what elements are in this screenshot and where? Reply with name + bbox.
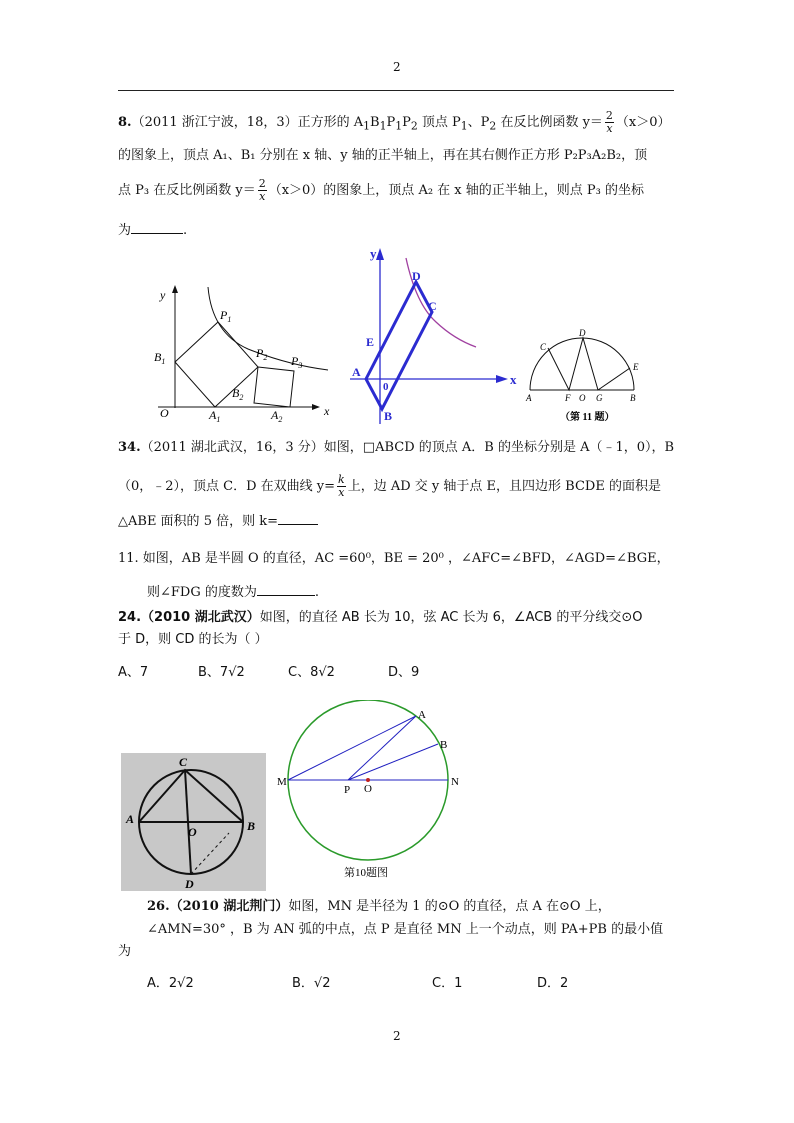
fig8-label-a2: $A_2$ [271, 408, 283, 423]
q24-source: （2010 湖北武汉） [141, 610, 260, 625]
q24-options [118, 665, 419, 681]
fig34-label-a: A [352, 365, 361, 379]
q26-option-d: D．2 [537, 976, 569, 991]
q8-line4-text: 为 [118, 223, 132, 238]
q26-option-a: A．2√2 [147, 976, 194, 991]
fig11-label-d: D [579, 328, 586, 338]
fig11-label-c: C [540, 342, 547, 352]
q24-option-b: B、7√2 [198, 665, 245, 680]
fig8-x-arrow [312, 404, 320, 410]
q8-line-2: 的图象上，顶点 A₁、B₁ 分别在 x 轴、y 轴的正半轴上，再在其右侧作正方形 P₂P₃A₂B₂，顶 [118, 148, 648, 163]
fig11-label-o: O [579, 393, 586, 403]
fig11-label-g: G [596, 393, 603, 403]
q34-fraction: $\frac{k}{x}$ [338, 473, 345, 499]
fig11-label-f: F [565, 393, 571, 403]
fig10-line-pb [348, 744, 438, 780]
fig10-label-p: P [344, 784, 351, 796]
fig34-label-b: B [384, 409, 393, 423]
fig8-label-p1: $P_1$ [220, 308, 232, 324]
fig8-label-b1: $B_1$ [154, 350, 166, 366]
q34-line3-text: △ABE 面积的 5 倍，则 k= [118, 514, 278, 529]
q8-line-3 [118, 178, 644, 203]
fig34-label-y: y [370, 246, 377, 261]
q26-line-2: ∠AMN=30° ，B 为 AN 弧的中点，点 P 是直径 MN 上一个动点，则 PA+PB 的最小值 [147, 922, 664, 937]
fig34-label-o: 0 [383, 381, 389, 393]
q8-answer-blank [131, 221, 183, 234]
fig10-caption: 第10题图 [344, 867, 388, 879]
figure-q24-circle [121, 753, 266, 891]
header-page-number: 2 [393, 60, 401, 74]
fig24-label-b: B [247, 819, 256, 833]
fig8-label-x: x [324, 404, 330, 418]
fig11-caption: （第 11 题） [560, 412, 615, 423]
q24-option-c: C、8√2 [288, 665, 335, 680]
q8-text-h: （x＞0） [615, 115, 671, 130]
fig10-label-m: M [277, 776, 287, 788]
fig34-label-c: C [428, 299, 437, 313]
fig10-label-b: B [440, 739, 448, 751]
figure-q34-parallelogram [346, 244, 521, 429]
fig8-label-p2: $P_2$ [256, 346, 268, 362]
q26-line-1 [147, 899, 611, 915]
q26-option-b: B．√2 [292, 976, 331, 991]
q11-line-2: 则∠FDG 的度数为 . [147, 585, 319, 600]
q24-option-a: A、7 [118, 665, 149, 680]
q34-line1-text: （2011 湖北武汉，16，3 分）如图，□ABCD 的顶点 A．B 的坐标分别是 A（﹣1，0），B [140, 440, 675, 455]
q24-line1-text: 如图，的直径 AB 长为 10，弦 AC 长为 6，∠ACB 的平分线交⊙O [259, 610, 643, 625]
fig11-label-e: E [633, 362, 639, 372]
q8-text-a: （2011 浙江宁波，18，3）正方形的 A [131, 115, 364, 130]
q8-text-d: P [402, 115, 411, 130]
fig8-label-p3: $P_3$ [291, 354, 303, 370]
fig24-label-d: D [185, 877, 194, 891]
fig34-label-e: E [366, 335, 375, 349]
fig8-square-2 [254, 367, 294, 407]
fig24-label-o: O [188, 825, 197, 839]
fig8-label-o: O [160, 406, 169, 420]
q8-fraction-2: $\frac{2}{x}$ [258, 177, 266, 203]
q11-line-1: 11. 如图，AB 是半圆 O 的直径，AC =60⁰，BE = 20⁰ ，∠AFC=∠BFD，∠AGD=∠BGE， [118, 551, 670, 566]
fig34-label-x: x [510, 372, 517, 387]
q8-line3-a: 点 P₃ 在反比例函数 y＝ [118, 183, 256, 198]
q24-option-d: D、9 [388, 665, 420, 680]
fig34-label-d: D [412, 269, 421, 283]
q26-line1-text: 如图，MN 是半径为 1 的⊙O 的直径，点 A 在⊙O 上， [288, 899, 611, 914]
figure-q26-circle [276, 700, 466, 885]
fig34-y-arrow [376, 248, 384, 260]
fig10-label-a: A [418, 709, 426, 721]
q26-option-c: C．1 [432, 976, 463, 991]
fig34-parallelogram [366, 282, 432, 409]
fig10-label-n: N [451, 776, 459, 788]
fig8-label-y: y [160, 288, 166, 302]
q8-text-b: B [370, 115, 380, 130]
q34-line-3 [118, 512, 318, 530]
footer-page-number: 2 [393, 1029, 401, 1043]
q24-number: 24. [118, 610, 142, 625]
q34-line2-b: 上，边 AD 交 y 轴于点 E，且四边形 BCDE 的面积是 [347, 479, 661, 494]
q26-line-3: 为 [118, 944, 132, 959]
fig10-center-dot [366, 778, 370, 782]
q34-number: 34. [118, 440, 141, 455]
fig11-label-a: A [526, 393, 532, 403]
q8-text-g: 在反比例函数 y＝ [496, 115, 603, 130]
q26-number: 26. [147, 899, 170, 914]
fig10-line-pa [348, 716, 416, 780]
fig11-chords [548, 338, 630, 390]
q8-text-f: 、P [467, 115, 490, 130]
fig10-line-ma [288, 716, 416, 780]
q8-line-4: 为 . [118, 223, 188, 238]
fig11-label-b: B [630, 393, 636, 403]
q26-source: （2010 湖北荆门） [169, 899, 289, 914]
q34-line-1 [118, 440, 674, 456]
figure-q8-squares [148, 283, 338, 423]
fig24-label-a: A [126, 812, 135, 826]
fig8-square-1 [175, 322, 258, 407]
q24-line-2: 于 D，则 CD 的长为（ ） [118, 632, 268, 647]
fig8-label-a1: $A_1$ [209, 408, 221, 423]
q11-answer-blank [257, 583, 315, 596]
q26-options [147, 976, 568, 992]
fig34-x-arrow [496, 375, 508, 383]
q34-line-2 [118, 474, 661, 499]
q34-answer-blank [278, 512, 318, 525]
q34-line2-a: （0，﹣2），顶点 C．D 在双曲线 y= [118, 479, 336, 494]
fig8-label-b2: $B_2$ [232, 386, 244, 402]
fig8-hyperbola [208, 287, 328, 370]
fig10-label-o: O [364, 783, 372, 795]
fig8-y-arrow [172, 285, 178, 293]
fig24-label-c: C [179, 755, 188, 769]
figure-q11-semicircle [520, 328, 650, 428]
q24-line-1 [118, 610, 642, 626]
q8-line3-b: （x＞0）的图象上，顶点 A₂ 在 x 轴的正半轴上，则点 P₃ 的坐标 [268, 183, 644, 198]
header-rule [118, 90, 674, 91]
q11-line2-text: 则∠FDG 的度数为 [147, 585, 257, 600]
q8-line-1: 8.（2011 浙江宁波，18，3）正方形的 $A_1B_1P_1P_2$ 顶点 $P_1$、$P_2$ 在反比例函数 y＝ $\frac{2}{x}$ （x＞0） [118, 109, 671, 135]
q8-number: 8. [118, 115, 132, 130]
q8-text-c: P [386, 115, 396, 130]
q8-fraction: $\frac{2}{x}$ [605, 109, 613, 135]
q8-text-e: 顶点 P [417, 115, 461, 130]
